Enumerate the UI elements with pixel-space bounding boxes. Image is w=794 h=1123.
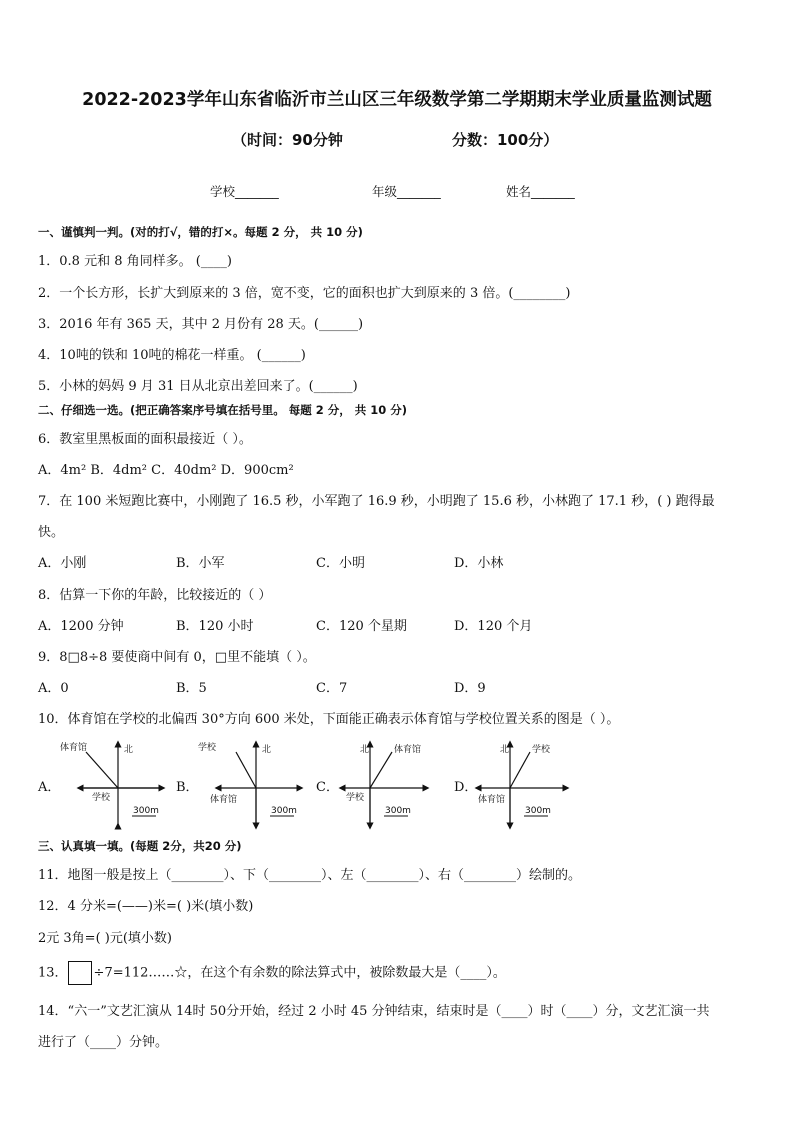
q7-option-a: A．小刚 [38, 556, 87, 571]
question-4: 4．10吨的铁和 10吨的棉花一样重。 (______) [38, 348, 306, 363]
gym-label: 体育馆 [210, 795, 238, 805]
q8-option-b: B．120 小时 [176, 619, 254, 634]
north-label: 北 [124, 745, 134, 755]
q8-option-a: A．1200 分钟 [38, 619, 124, 634]
time-label: （时间：90分钟 [232, 131, 343, 149]
score-label: 分数：100分） [452, 131, 559, 149]
q10-diagram-c [336, 740, 446, 828]
school-label: 学校 [532, 745, 551, 755]
question-9: 9．8□8÷8 要使商中间有 0，□里不能填（ ）。 [38, 650, 316, 665]
question-6-options: A．4m² B．4dm² C．40dm² D．900cm² [38, 463, 294, 478]
school-label: 学校 [346, 793, 365, 803]
north-label: 北 [262, 745, 272, 755]
q7-option-d: D．小林 [454, 556, 504, 571]
school-field[interactable]: 学校_______ [210, 184, 279, 199]
school-label: 学校 [198, 743, 217, 753]
q8-option-d: D．120 个月 [454, 619, 533, 634]
question-5: 5．小林的妈妈 9 月 31 日从北京出差回来了。(______) [38, 379, 358, 394]
section-2-heading: 二、仔细选一选。(把正确答案序号填在括号里。 每题 2 分， 共 10 分) [38, 403, 408, 417]
question-13 [38, 961, 506, 985]
q9-option-c: C．7 [316, 681, 348, 696]
gym-label: 体育馆 [394, 745, 422, 755]
school-label: 学校 [92, 793, 111, 803]
question-12-line1: 12．4 分米=(——)米=( )米(填小数) [38, 899, 254, 914]
north-label: 北 [360, 745, 370, 755]
scale-label: 300m [271, 806, 297, 816]
q10-diagram-d [476, 740, 586, 828]
grade-field[interactable]: 年级_______ [372, 184, 441, 199]
question-14-line2: 进行了（____）分钟。 [38, 1035, 169, 1050]
q7-option-b: B．小军 [176, 556, 225, 571]
question-12-line2: 2元 3角=( )元(填小数) [38, 931, 172, 946]
page-title: 2022-2023学年山东省临沂市兰山区三年级数学第二学期期末学业质量监测试题 [82, 90, 712, 110]
scale-label: 300m [525, 806, 551, 816]
question-3: 3．2016 年有 365 天，其中 2 月份有 28 天。(______) [38, 317, 364, 332]
question-1: 1．0.8 元和 8 角同样多。 (____) [38, 254, 232, 269]
q9-option-b: B．5 [176, 681, 207, 696]
q13-number: 13． [38, 965, 68, 981]
q9-option-a: A．0 [38, 681, 69, 696]
q10-option-c: C． [316, 780, 339, 795]
question-11: 11．地图一般是按上（________）、下（________）、左（________）、右（________）绘制的。 [38, 868, 582, 883]
scale-label: 300m [385, 806, 411, 816]
q8-option-c: C．120 个星期 [316, 619, 407, 634]
section-3-heading: 三、认真填一填。(每题 2分，共20 分) [38, 839, 242, 853]
q13-answer-box[interactable] [68, 961, 92, 985]
question-2: 2．一个长方形，长扩大到原来的 3 倍，宽不变，它的面积也扩大到原来的 3 倍。(________) [38, 286, 571, 301]
name-field[interactable]: 姓名_______ [506, 184, 575, 199]
scale-label: 300m [133, 806, 159, 816]
q10-diagram-b [196, 740, 306, 828]
section-1-heading: 一、谨慎判一判。(对的打√，错的打×。每题 2 分， 共 10 分) [38, 225, 363, 239]
q10-option-a: A． [38, 780, 61, 795]
question-7-line1: 7．在 100 米短跑比赛中，小刚跑了 16.5 秒，小军跑了 16.9 秒，小明跑了 15.6 秒，小林跑了 17.1 秒，( ) 跑得最 [38, 494, 715, 509]
question-6: 6．教室里黑板面的面积最接近（ ）。 [38, 432, 252, 447]
q10-option-b: B． [176, 780, 199, 795]
gym-label: 体育馆 [60, 743, 88, 753]
q13-text: ÷7=112……☆，在这个有余数的除法算式中，被除数最大是（____）。 [93, 965, 506, 981]
q9-option-d: D．9 [454, 681, 486, 696]
q7-option-c: C．小明 [316, 556, 365, 571]
q10-diagram-a [58, 740, 168, 828]
direction-line [86, 752, 118, 788]
question-7-line2: 快。 [38, 525, 65, 540]
north-label: 北 [500, 745, 510, 755]
question-10: 10．体育馆在学校的北偏西 30°方向 600 米处，下面能正确表示体育馆与学校位置关系的图是（ ）。 [38, 712, 620, 727]
q10-option-d: D． [454, 780, 478, 795]
question-14-line1: 14．“六一”文艺汇演从 14时 50分开始，经过 2 小时 45 分钟结束，结束时是（____）时（____）分，文艺汇演一共 [38, 1004, 710, 1019]
question-8: 8．估算一下你的年龄，比较接近的（ ） [38, 588, 272, 603]
gym-label: 体育馆 [478, 795, 506, 805]
